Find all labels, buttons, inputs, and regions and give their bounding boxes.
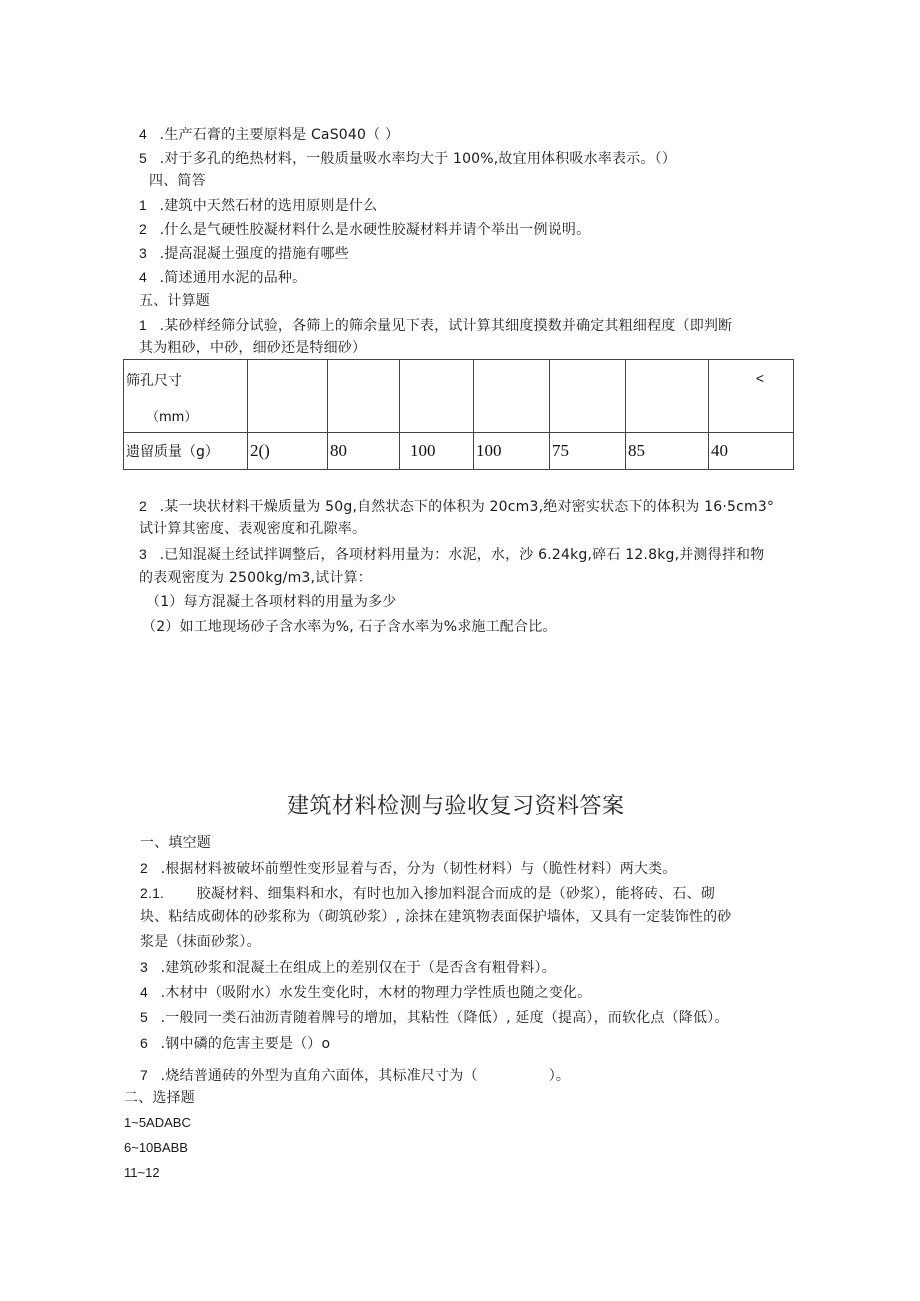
- choice-answer-11-12: 11~12: [124, 1165, 160, 1180]
- fill-item-2: [140, 859, 677, 878]
- section-heading-calculation: 五、计算题: [139, 293, 210, 309]
- item-text: .根据材料被破坏前塑性变形显着与否，分为（韧性材料）与（脆性材料）两大类。: [160, 861, 677, 877]
- item-text: .什么是气硬性胶凝材料什么是水硬性胶凝材料并请个举出一例说明。: [159, 222, 591, 238]
- fill-item-2-1-line1: [140, 884, 715, 903]
- table-cell: 100: [400, 433, 474, 470]
- tf-item-4: [139, 125, 399, 144]
- calc-item-2-line1: [139, 497, 774, 516]
- table-row-retained-mass: [124, 433, 794, 470]
- calc-item-3-line2: 的表观密度为 2500kg/m3,试计算：: [139, 570, 372, 586]
- table-cell: [400, 360, 474, 433]
- item-number: 2: [140, 860, 148, 876]
- table-cell: [626, 360, 709, 433]
- choice-answer-1-5: 1~5ADABC: [124, 1115, 191, 1130]
- item-text: .木材中（吸附水）水发生变化时，木材的物理力学性质也随之变化。: [160, 985, 592, 1001]
- calc-item-2-line2: 试计算其密度、表观密度和孔隙率。: [139, 521, 367, 537]
- item-number: 3: [140, 959, 148, 975]
- item-number: 4: [140, 984, 148, 1000]
- short-answer-item-2: [139, 220, 590, 239]
- tf-item-5: [139, 149, 676, 168]
- item-number: 6: [140, 1035, 148, 1051]
- fill-item-7: [140, 1066, 570, 1085]
- calc-item-3-sub1: （1）每方混凝土各项材料的用量为多少: [146, 594, 397, 610]
- item-number: 7: [140, 1067, 148, 1083]
- item-number: 2.1.: [140, 885, 165, 901]
- item-number: 4: [139, 126, 147, 142]
- table-cell: [248, 360, 328, 433]
- fill-item-2-1-line3: 浆是（抹面砂浆）。: [140, 934, 261, 950]
- item-number: 2: [139, 498, 147, 514]
- fill-item-2-1-line2: 块、粘结成砌体的砂浆称为（砌筑砂浆）, 涂抹在建筑物表面保护墙体，又具有一定装饰性的砂: [140, 909, 732, 925]
- item-text: .某一块状材料干燥质量为 50g,自然状态下的体积为 20cm3,绝对密实状态下的体积为 16·5cm3°: [159, 499, 775, 515]
- fill-item-6: [140, 1034, 330, 1053]
- short-answer-item-4: [139, 268, 306, 287]
- fill-item-3: [140, 958, 556, 977]
- section-heading-multiple-choice: 二、选择题: [124, 1090, 195, 1106]
- table-cell: <: [709, 360, 794, 433]
- table-cell: 80: [328, 433, 400, 470]
- table-cell: 75: [550, 433, 626, 470]
- item-text: .某砂样经筛分试验，各筛上的筛余量见下表，试计算其细度摸数并确定其粗细程度（即判断: [159, 318, 733, 334]
- calc-item-1-line1: [139, 316, 732, 335]
- item-number: 2: [139, 221, 147, 237]
- fill-item-5: [140, 1008, 729, 1027]
- item-text: .提高混凝土强度的措施有哪些: [159, 246, 349, 262]
- item-text: .对于多孔的绝热材料，一般质量吸水率均大于 100%,故宜用体积吸水率表示。（）: [159, 151, 677, 167]
- item-number: 1: [139, 317, 147, 333]
- row-header-retained-mass: 遗留质量（g）: [124, 433, 248, 470]
- choice-answer-6-10: 6~10BABB: [124, 1140, 188, 1155]
- item-text: .烧结普通砖的外型为直角六面体，其标准尺寸为（ ）。: [160, 1068, 571, 1084]
- short-answer-item-3: [139, 244, 349, 263]
- sieve-analysis-table: [123, 359, 794, 470]
- item-text: .建筑砂浆和混凝土在组成上的差别仅在于（是否含有粗骨料）。: [160, 960, 556, 976]
- item-number: 4: [139, 269, 147, 285]
- section-heading-fill-blank: 一、填空题: [140, 835, 211, 851]
- item-number: 1: [139, 197, 147, 213]
- item-text: .已知混凝土经试拌调整后，各项材料用量为：水泥，水，沙 6.24kg,碎石 12.8kg,并测得拌和物: [159, 547, 765, 563]
- item-number: 3: [139, 245, 147, 261]
- short-answer-item-1: [139, 196, 377, 215]
- row-header-sieve-size: 筛孔尺寸 （mm）: [124, 360, 248, 433]
- item-text: .生产石膏的主要原料是 CaS040（ ）: [159, 127, 400, 143]
- section-heading-short-answer: 四、简答: [149, 173, 206, 189]
- item-text: .一般同一类石油沥青随着牌号的增加，其粘性（降低）, 延度（提高），而软化点（降低）。: [160, 1010, 729, 1026]
- item-text: .建筑中天然石材的选用原则是什么: [159, 198, 378, 214]
- table-cell: 2(): [248, 433, 328, 470]
- table-cell: 40: [709, 433, 794, 470]
- item-text: .简述通用水泥的品种。: [159, 270, 307, 286]
- calc-item-1-line2: 其为粗砂，中砂，细砂还是特细砂）: [139, 340, 367, 356]
- item-number: 3: [139, 546, 147, 562]
- item-number: 5: [140, 1009, 148, 1025]
- item-number: 5: [139, 150, 147, 166]
- table-row-sieve-size: [124, 360, 794, 433]
- table-cell: [550, 360, 626, 433]
- calc-item-3-line1: [139, 545, 764, 564]
- table-cell: 85: [626, 433, 709, 470]
- fill-item-4: [140, 983, 591, 1002]
- item-text: .钢中磷的危害主要是（）o: [160, 1036, 331, 1052]
- table-cell: [474, 360, 550, 433]
- calc-item-3-sub2: （2）如工地现场砂子含水率为%, 石子含水率为%求施工配合比。: [142, 619, 557, 635]
- item-text: 胶凝材料、细集料和水，有时也加入掺加料混合而成的是（砂浆），能将砖、石、砌: [196, 886, 716, 902]
- answer-key-title: 建筑材料检测与验收复习资料答案: [287, 794, 625, 819]
- table-cell: 100: [474, 433, 550, 470]
- table-cell: [328, 360, 400, 433]
